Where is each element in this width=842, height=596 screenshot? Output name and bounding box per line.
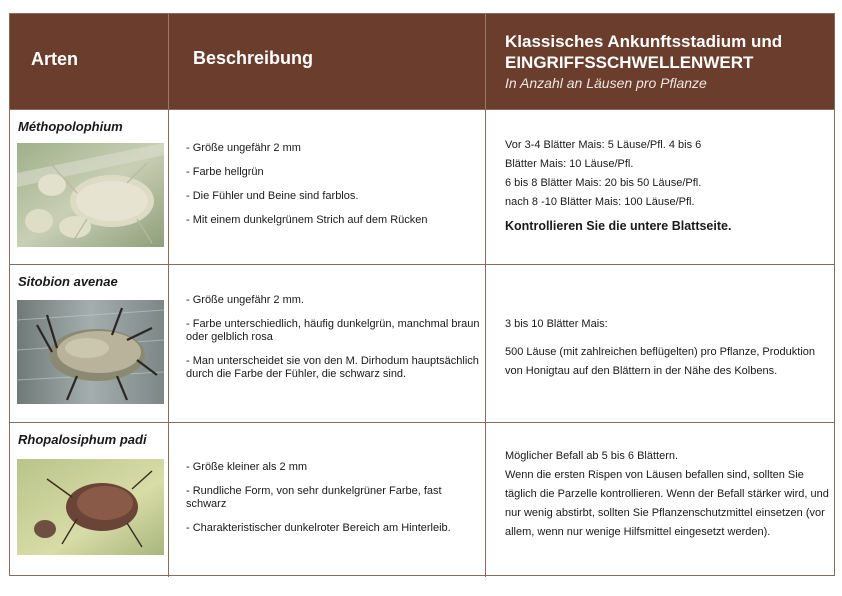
table-row: [10, 109, 834, 264]
species-cell: [10, 423, 168, 577]
species-name: Méthopolophium: [18, 119, 123, 134]
description-item: - Die Fühler und Beine sind farblos.: [186, 190, 359, 202]
header-beschreibung: Beschreibung: [193, 48, 314, 68]
aphid-photo-rhopalosiphum: [17, 459, 164, 555]
description-list: [186, 294, 481, 392]
header-threshold-title: [505, 31, 835, 73]
threshold-line: Wenn die ersten Rispen von Läusen befallen sind, sollten Sie täglich die Parzelle kontrollieren. Wenn der Befall stärker wird, und nur wenig abstirbt, sollten Sie Pflanzenschutzmittel einsetzen (vor allem, wenn nur wenige Hilfsmittel eingesetzt werden).: [505, 469, 829, 538]
threshold-info: [505, 447, 830, 542]
species-cell: [10, 110, 168, 264]
threshold-info: [505, 315, 830, 390]
description-cell: [168, 110, 485, 264]
description-item: - Größe ungefähr 2 mm: [186, 142, 301, 154]
aphid-photo-sitobion: [17, 300, 164, 404]
threshold-line: Vor 3-4 Blätter Mais: 5 Läuse/Pfl. 4 bis 6: [505, 139, 702, 151]
species-name: Rhopalosiphum padi: [18, 432, 147, 447]
threshold-line: 500 Läuse (mit zahlreichen beflügelten) pro Pflanze, Produktion von Honigtau auf den Blättern in der Nähe des Kolbens.: [505, 346, 816, 377]
threshold-line: Blätter Mais: 10 Läuse/Pfl.: [505, 158, 634, 170]
header-cell-species: [10, 14, 168, 109]
threshold-emphasis: Kontrollieren Sie die untere Blattseite.: [505, 219, 732, 233]
threshold-line: 6 bis 8 Blätter Mais: 20 bis 50 Läuse/Pfl.: [505, 177, 702, 189]
description-item: - Man unterscheidet sie von den M. Dirhodum hauptsächlich durch die Farbe der Fühler, die schwarz sind.: [186, 355, 479, 380]
threshold-line: nach 8 -10 Blätter Mais: 100 Läuse/Pfl.: [505, 196, 695, 208]
threshold-cell: [485, 110, 834, 264]
header-cell-description: [168, 14, 485, 109]
header-threshold-line2: EINGRIFFSSCHWELLENWERT: [505, 53, 754, 72]
description-list: [186, 461, 481, 546]
description-cell: [168, 423, 485, 577]
description-item: - Farbe hellgrün: [186, 166, 264, 178]
header-threshold-line1: Klassisches Ankunftsstadium und: [505, 32, 783, 51]
aphid-table: [9, 13, 835, 576]
threshold-cell: [485, 423, 834, 577]
description-item: - Größe ungefähr 2 mm.: [186, 294, 304, 306]
table-row: [10, 422, 834, 577]
description-item: - Rundliche Form, von sehr dunkelgrüner Farbe, fast schwarz: [186, 485, 442, 510]
description-item: - Farbe unterschiedlich, häufig dunkelgrün, manchmal braun oder gelblich rosa: [186, 318, 480, 343]
threshold-info: [505, 136, 830, 236]
species-name: Sitobion avenae: [18, 274, 118, 289]
header-cell-threshold: [485, 14, 834, 109]
table-row: [10, 264, 834, 422]
description-list: [186, 142, 481, 238]
aphid-photo-methopolophium: [17, 143, 164, 247]
header-threshold-subtitle: In Anzahl an Läusen pro Pflanze: [505, 75, 707, 91]
description-cell: [168, 265, 485, 422]
table-header: [10, 14, 834, 109]
description-item: - Charakteristischer dunkelroter Bereich am Hinterleib.: [186, 522, 451, 534]
threshold-line: Möglicher Befall ab 5 bis 6 Blättern.: [505, 450, 679, 462]
description-item: - Mit einem dunkelgrünem Strich auf dem Rücken: [186, 214, 428, 226]
threshold-cell: [485, 265, 834, 422]
threshold-line: 3 bis 10 Blätter Mais:: [505, 318, 608, 330]
species-cell: [10, 265, 168, 422]
header-arten: Arten: [31, 49, 79, 69]
description-item: - Größe kleiner als 2 mm: [186, 461, 308, 473]
